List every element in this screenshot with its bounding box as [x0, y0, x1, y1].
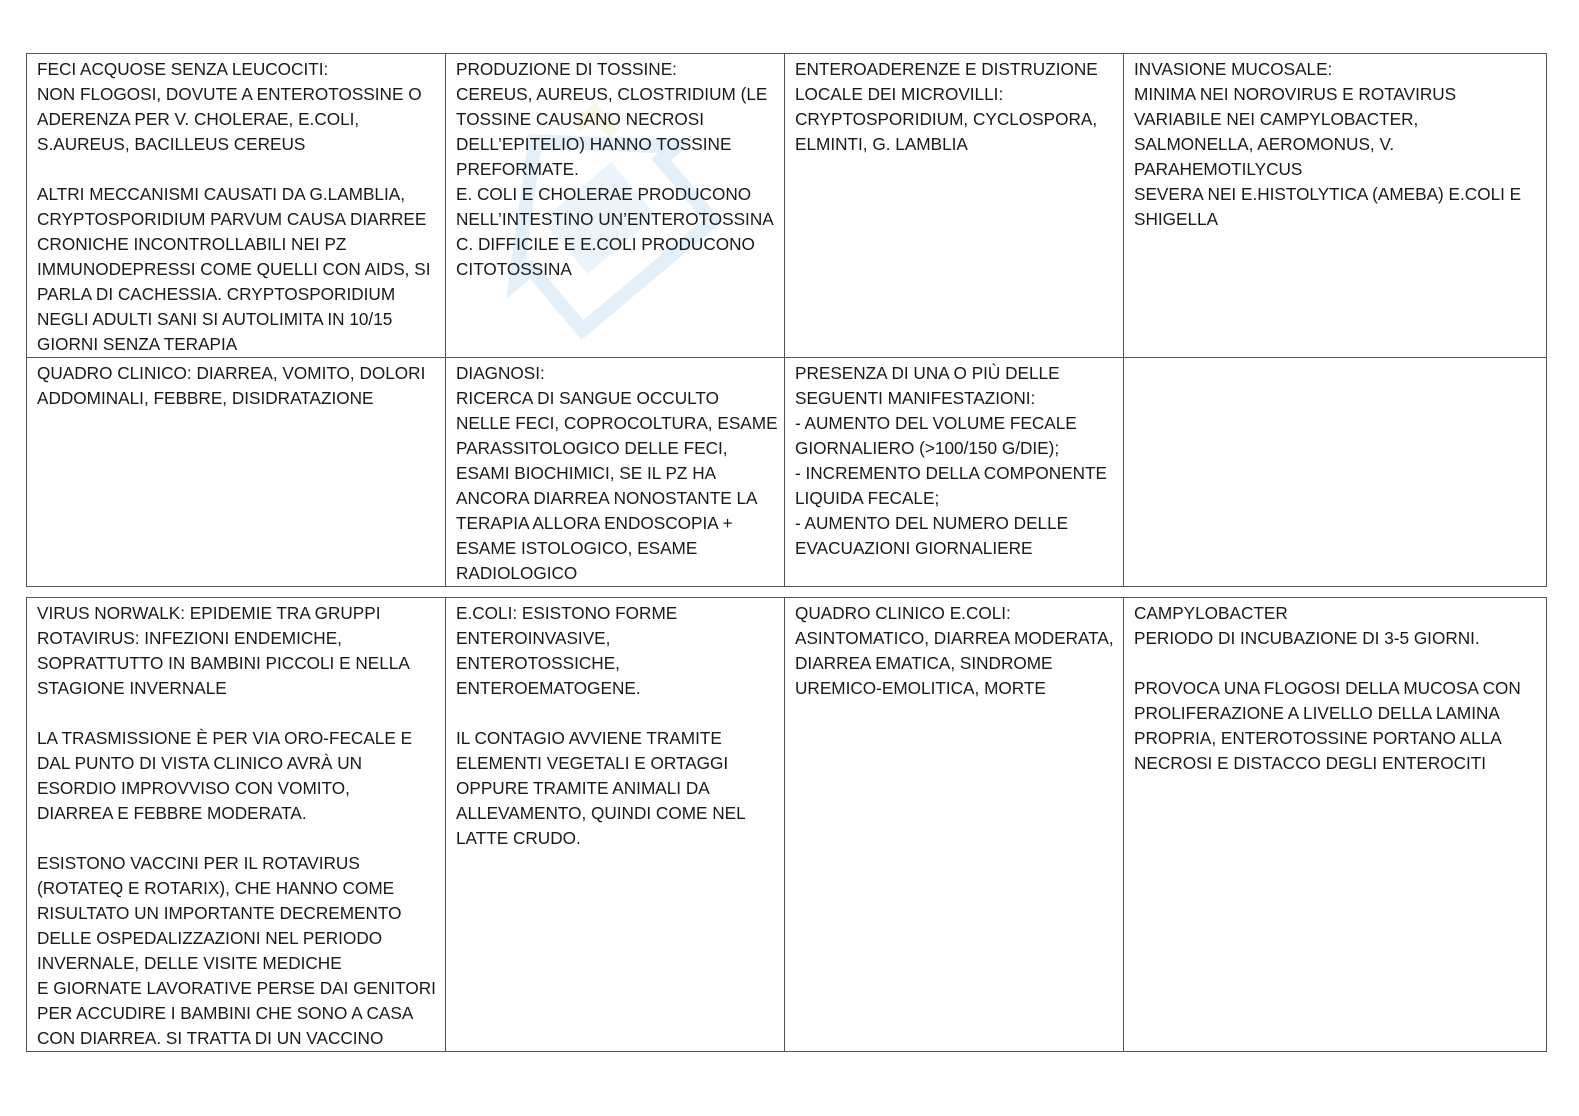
cell-ecoli-forme: E.COLI: ESISTONO FORME ENTEROINVASIVE, ENTEROTOSSICHE, ENTEROEMATOGENE. IL CONTAGIO AVVIENE TRAMITE ELEMENTI VEGETALI E ORTAGGI OPPURE TRAMITE ANIMALI DA ALLEVAMENTO, QUINDI COME NEL LATTE CRUDO.	[446, 598, 785, 1052]
cell-diagnosi: DIAGNOSI: RICERCA DI SANGUE OCCULTO NELLE FECI, COPROCOLTURA, ESAME PARASSITOLOGICO DELLE FECI, ESAMI BIOCHIMICI, SE IL PZ HA ANCORA DIARREA NONOSTANTE LA TERAPIA ALLORA ENDOSCOPIA + ESAME ISTOLOGICO, ESAME RADIOLOGICO	[446, 358, 785, 587]
cell-campylobacter: CAMPYLOBACTER PERIODO DI INCUBAZIONE DI 3-5 GIORNI. PROVOCA UNA FLOGOSI DELLA MUCOSA CON PROLIFERAZIONE A LIVELLO DELLA LAMINA PROPRIA, ENTEROTOSSINE PORTANO ALLA NECROSI E DISTACCO DEGLI ENTEROCITI	[1124, 598, 1547, 1052]
table-row	[27, 54, 1547, 358]
cell-quadro-clinico: QUADRO CLINICO: DIARREA, VOMITO, DOLORI ADDOMINALI, FEBBRE, DISIDRATAZIONE	[27, 358, 446, 587]
cell-enteroaderenze: ENTEROADERENZE E DISTRUZIONE LOCALE DEI MICROVILLI: CRYPTOSPORIDIUM, CYCLOSPORA, ELMINTI, G. LAMBLIA	[785, 54, 1124, 358]
notes-table-1	[26, 53, 1547, 587]
cell-quadro-clinico-ecoli: QUADRO CLINICO E.COLI: ASINTOMATICO, DIARREA MODERATA, DIARREA EMATICA, SINDROME UREMICO-EMOLITICA, MORTE	[785, 598, 1124, 1052]
cell-manifestazioni: PRESENZA DI UNA O PIÙ DELLE SEGUENTI MANIFESTAZIONI: - AUMENTO DEL VOLUME FECALE GIORNALIERO (>100/150 G/DIE); - INCREMENTO DELLA COMPONENTE LIQUIDA FECALE; - AUMENTO DEL NUMERO DELLE EVACUAZIONI GIORNALIERE	[785, 358, 1124, 587]
table-row	[27, 598, 1547, 1052]
cell-invasione-mucosale: INVASIONE MUCOSALE: MINIMA NEI NOROVIRUS E ROTAVIRUS VARIABILE NEI CAMPYLOBACTER, SALMONELLA, AEROMONUS, V. PARAHEMOTILYCUS SEVERA NEI E.HISTOLYTICA (AMEBA) E.COLI E SHIGELLA	[1124, 54, 1547, 358]
cell-rotavirus: VIRUS NORWALK: EPIDEMIE TRA GRUPPI ROTAVIRUS: INFEZIONI ENDEMICHE, SOPRATTUTTO IN BAMBINI PICCOLI E NELLA STAGIONE INVERNALE LA TRASMISSIONE È PER VIA ORO-FECALE E DAL PUNTO DI VISTA CLINICO AVRÀ UN ESORDIO IMPROVVISO CON VOMITO, DIARREA E FEBBRE MODERATA. ESISTONO VACCINI PER IL ROTAVIRUS (ROTATEQ E ROTARIX), CHE HANNO COME RISULTATO UN IMPORTANTE DECREMENTO DELLE OSPEDALIZZAZIONI NEL PERIODO INVERNALE, DELLE VISITE MEDICHE E GIORNATE LAVORATIVE PERSE DAI GENITORI PER ACCUDIRE I BAMBINI CHE SONO A CASA CON DIARREA. SI TRATTA DI UN VACCINO	[27, 598, 446, 1052]
cell-feci-acquose: FECI ACQUOSE SENZA LEUCOCITI: NON FLOGOSI, DOVUTE A ENTEROTOSSINE O ADERENZA PER V. CHOLERAE, E.COLI, S.AUREUS, BACILLEUS CEREUS ALTRI MECCANISMI CAUSATI DA G.LAMBLIA, CRYPTOSPORIDIUM PARVUM CAUSA DIARREE CRONICHE INCONTROLLABILI NEI PZ IMMUNODEPRESSI COME QUELLI CON AIDS, SI PARLA DI CACHESSIA. CRYPTOSPORIDIUM NEGLI ADULTI SANI SI AUTOLIMITA IN 10/15 GIORNI SENZA TERAPIA	[27, 54, 446, 358]
notes-table-2	[26, 597, 1547, 1052]
cell-produzione-tossine: PRODUZIONE DI TOSSINE: CEREUS, AUREUS, CLOSTRIDIUM (LE TOSSINE CAUSANO NECROSI DELL’EPITELIO) HANNO TOSSINE PREFORMATE. E. COLI E CHOLERAE PRODUCONO NELL’INTESTINO UN’ENTEROTOSSINA C. DIFFICILE E E.COLI PRODUCONO CITOTOSSINA	[446, 54, 785, 358]
cell-empty	[1124, 358, 1547, 587]
table-row	[27, 358, 1547, 587]
